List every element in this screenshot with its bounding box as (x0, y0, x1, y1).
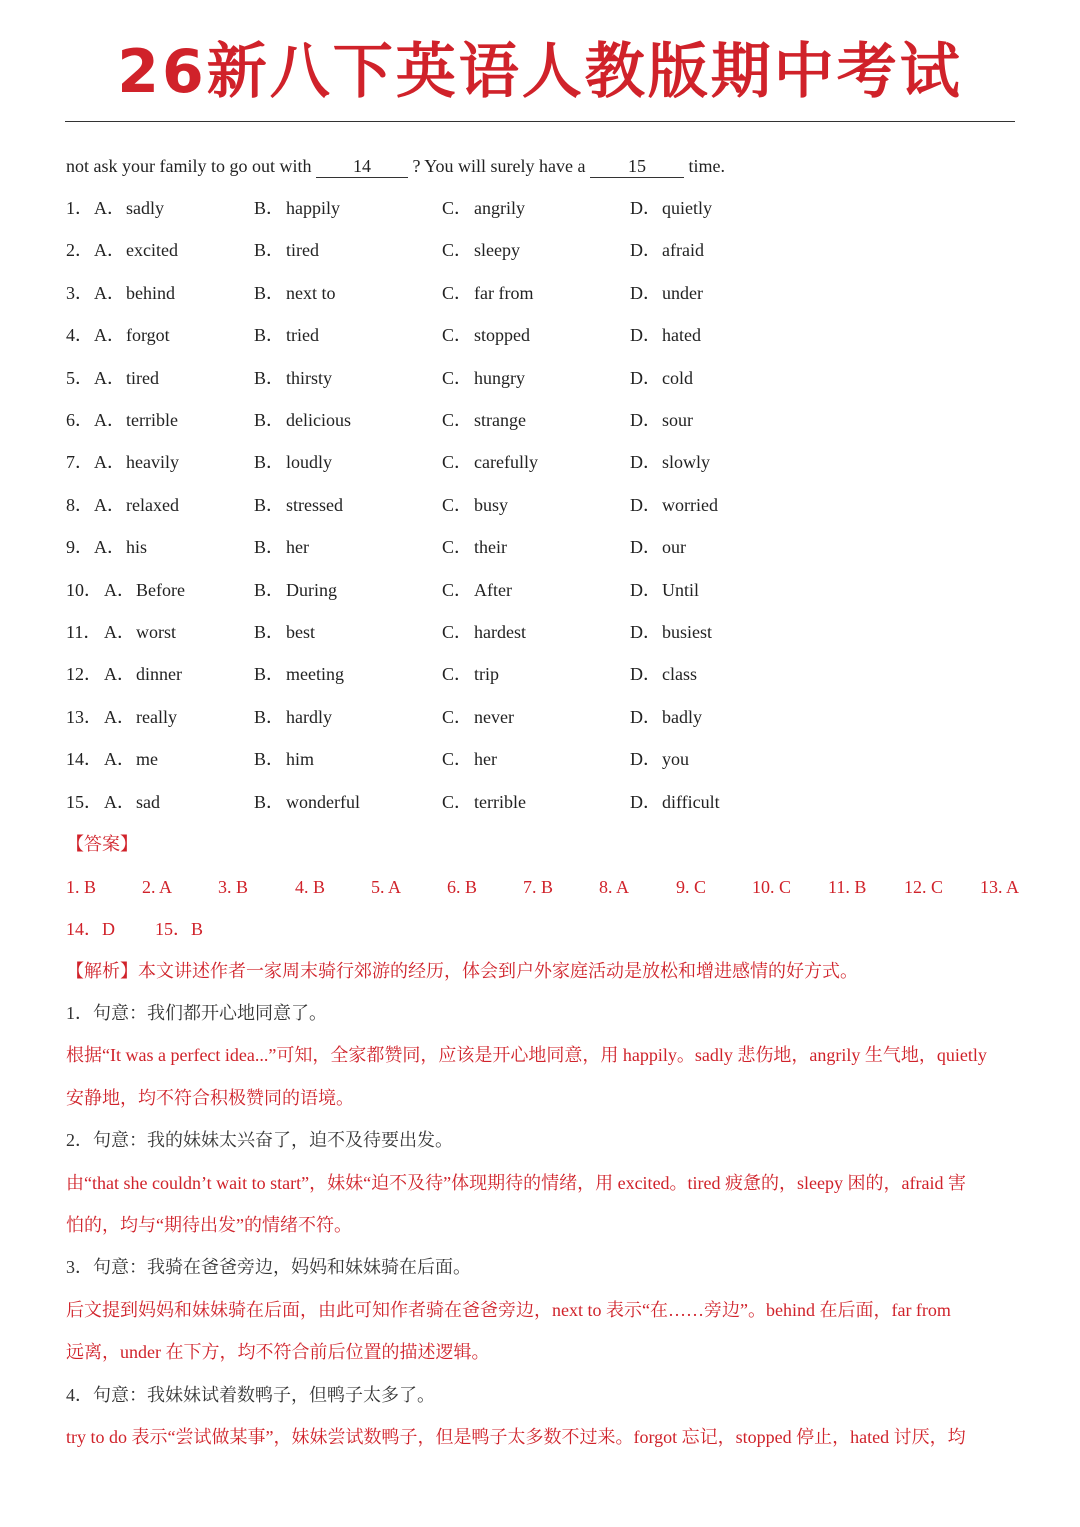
option-letter: B． (254, 791, 285, 812)
answer-item: 10. C (752, 877, 792, 897)
option-a (94, 278, 175, 308)
option-letter: B． (254, 664, 285, 685)
option-letter: D． (630, 240, 661, 261)
option-text: badly (662, 706, 702, 727)
answer-item: 2. A (142, 877, 173, 897)
option-text: next to (286, 282, 336, 303)
option-letter: B． (254, 494, 285, 515)
question-row (66, 575, 1016, 605)
option-d (630, 447, 711, 477)
question-number: 1． (66, 198, 93, 218)
option-text: tried (286, 325, 319, 346)
explanation-heading: 1．句意：我们都开心地同意了。 (66, 1003, 327, 1023)
option-text: her (474, 749, 497, 770)
explanation-line: try to do 表示“尝试做某事”，妹妹尝试数鸭子，但是鸭子太多数不过来。forgot 忘记，stopped 停止，hated 讨厌，均 (66, 1427, 966, 1447)
option-text: happily (286, 198, 340, 218)
option-letter: B． (254, 367, 285, 388)
option-text: After (474, 579, 512, 600)
analysis-summary: 【解析】本文讲述作者一家周末骑行郊游的经历，体会到户外家庭活动是放松和增进感情的好方式。 (66, 961, 858, 981)
answer-heading: 【答案】 (66, 834, 138, 854)
answer-row-1 (66, 872, 1020, 902)
option-text: her (286, 537, 309, 558)
question-number: 5． (66, 367, 93, 388)
option-b (254, 490, 343, 520)
question-row (66, 787, 1016, 817)
option-letter: B． (254, 622, 285, 642)
option-d (630, 320, 701, 350)
option-letter: D． (630, 325, 661, 346)
option-c (442, 363, 525, 393)
option-text: worst (136, 622, 176, 642)
option-a (94, 405, 178, 435)
option-letter: C． (442, 579, 473, 600)
option-text: trip (474, 664, 499, 685)
option-a (94, 193, 164, 223)
option-text: hated (662, 325, 701, 346)
option-text: hungry (474, 367, 525, 388)
option-letter: C． (442, 622, 473, 642)
option-text: thirsty (286, 367, 333, 388)
option-letter: C． (442, 240, 473, 261)
question-number: 7． (66, 452, 93, 473)
option-letter: C． (442, 664, 473, 685)
option-text: relaxed (126, 494, 179, 515)
option-a (94, 235, 178, 265)
option-letter: B． (254, 282, 285, 303)
option-letter: A． (104, 749, 135, 770)
option-b (254, 193, 340, 223)
option-b (254, 278, 336, 308)
option-text: best (286, 622, 315, 642)
option-text: difficult (662, 791, 720, 812)
option-letter: C． (442, 198, 473, 218)
option-c (442, 405, 526, 435)
option-text: never (474, 706, 514, 727)
option-text: strange (474, 410, 526, 430)
option-text: meeting (286, 664, 344, 685)
option-a (104, 617, 176, 647)
option-text: busiest (662, 622, 713, 642)
question-number: 9． (66, 537, 93, 558)
option-text: under (662, 282, 703, 303)
option-a (94, 532, 148, 562)
option-d (630, 659, 697, 689)
option-text: During (286, 579, 337, 600)
option-letter: B． (254, 452, 285, 473)
option-text: their (474, 537, 507, 558)
option-text: cold (662, 367, 693, 388)
option-letter: A． (104, 622, 135, 642)
option-c (442, 320, 530, 350)
option-c (442, 490, 509, 520)
option-letter: D． (630, 537, 661, 558)
option-text: delicious (286, 410, 351, 430)
option-b (254, 447, 333, 477)
option-letter: D． (630, 198, 661, 218)
option-d (630, 787, 720, 817)
question-number: 15． (66, 791, 102, 812)
option-letter: C． (442, 282, 473, 303)
option-d (630, 278, 703, 308)
explanation-heading: 3．句意：我骑在爸爸旁边，妈妈和妹妹骑在后面。 (66, 1257, 471, 1278)
question-number: 2． (66, 240, 93, 261)
question-row (66, 532, 1016, 562)
option-letter: C． (442, 791, 473, 812)
answer-row-2 (66, 914, 1016, 944)
option-a (104, 659, 182, 689)
option-d (630, 744, 689, 774)
option-letter: B． (254, 537, 285, 558)
option-text: hardly (286, 706, 332, 727)
option-text: slowly (662, 452, 711, 473)
explanation-line: 根据“It was a perfect idea...”可知，全家都赞同，应该是开心地同意，用 happily。sadly 悲伤地，angrily 生气地，quietly (66, 1045, 987, 1066)
option-a (104, 787, 160, 817)
option-c (442, 278, 534, 308)
option-text: terrible (474, 791, 526, 812)
option-c (442, 235, 520, 265)
option-letter: A． (94, 410, 125, 430)
question-number: 3． (66, 282, 93, 303)
option-text: wonderful (286, 791, 360, 812)
option-c (442, 659, 499, 689)
option-c (442, 575, 512, 605)
option-letter: D． (630, 749, 661, 770)
question-number: 14． (66, 749, 102, 770)
option-letter: D． (630, 410, 661, 430)
option-letter: D． (630, 452, 661, 473)
option-letter: A． (94, 537, 125, 558)
option-letter: D． (630, 494, 661, 515)
option-text: stopped (474, 325, 530, 346)
option-d (630, 490, 718, 520)
question-number: 8． (66, 494, 93, 515)
option-text: really (136, 706, 177, 727)
question-row (66, 235, 1016, 265)
option-letter: A． (94, 325, 125, 346)
option-text: tired (126, 367, 159, 388)
explanation-line: 由“that she couldn’t wait to start”，妹妹“迫不及待”体现期待的情绪，用 excited。tired 疲惫的，sleepy 困的，afraid 害 (66, 1172, 966, 1193)
intro-text-middle: ? You will surely have a (412, 156, 590, 176)
option-c (442, 193, 525, 223)
option-c (442, 447, 538, 477)
option-letter: D． (630, 791, 661, 812)
option-d (630, 235, 704, 265)
option-b (254, 575, 337, 605)
option-letter: D． (630, 664, 661, 685)
question-row (66, 193, 1016, 223)
answer-item: 6. B (447, 877, 478, 897)
answer-item: 7. B (523, 877, 554, 897)
option-text: his (126, 537, 148, 558)
option-text: class (662, 664, 697, 685)
answer-item: 1. B (66, 877, 97, 897)
option-d (630, 532, 686, 562)
option-letter: B． (254, 325, 285, 346)
option-text: behind (126, 282, 175, 303)
option-text: loudly (286, 452, 333, 473)
option-text: Until (662, 579, 700, 600)
option-text: terrible (126, 410, 178, 430)
question-number: 10． (66, 579, 102, 600)
page-title: 26新八下英语人教版期中考试 (117, 37, 963, 107)
option-b (254, 787, 360, 817)
option-letter: C． (442, 749, 473, 770)
intro-text-before: not ask your family to go out with (66, 156, 316, 176)
option-letter: A． (94, 494, 125, 515)
option-c (442, 617, 526, 647)
blank-15: 15 (590, 155, 684, 178)
option-letter: A． (94, 198, 125, 218)
option-letter: A． (104, 664, 135, 685)
option-b (254, 363, 333, 393)
answer-item: 14．D (66, 919, 115, 939)
answer-item: 4. B (295, 877, 326, 897)
option-text: tired (286, 240, 319, 261)
option-d (630, 405, 693, 435)
option-text: dinner (136, 664, 182, 685)
answer-item: 5. A (371, 877, 402, 897)
option-letter: C． (442, 706, 473, 727)
answer-item: 9. C (676, 877, 707, 897)
option-text: Before (136, 579, 185, 600)
option-a (104, 702, 177, 732)
option-text: far from (474, 282, 534, 303)
option-letter: B． (254, 706, 285, 727)
option-d (630, 617, 713, 647)
option-letter: B． (254, 240, 285, 261)
explanation-heading: 4．句意：我妹妹试着数鸭子，但鸭子太多了。 (66, 1384, 435, 1405)
option-text: me (136, 749, 158, 770)
question-row (66, 744, 1016, 774)
option-text: sadly (126, 198, 164, 218)
question-row (66, 447, 1016, 477)
explanation-line: 远离，under 在下方，均不符合前后位置的描述逻辑。 (66, 1342, 490, 1363)
option-letter: D． (630, 622, 661, 642)
option-letter: D． (630, 579, 661, 600)
option-c (442, 702, 514, 732)
question-number: 6． (66, 410, 93, 430)
option-letter: D． (630, 282, 661, 303)
option-b (254, 659, 344, 689)
blank-14: 14 (316, 155, 408, 178)
option-b (254, 744, 315, 774)
option-b (254, 532, 309, 562)
answer-item: 13. A (980, 877, 1020, 897)
option-text: sleepy (474, 240, 520, 261)
option-a (94, 320, 170, 350)
answer-item: 8. A (599, 877, 630, 897)
option-text: excited (126, 240, 178, 261)
title-divider (65, 121, 1015, 122)
option-b (254, 405, 351, 435)
option-text: hardest (474, 622, 526, 642)
option-letter: B． (254, 749, 285, 770)
question-number: 4． (66, 325, 93, 346)
option-letter: C． (442, 325, 473, 346)
option-text: our (662, 537, 686, 558)
answer-item: 3. B (218, 877, 249, 897)
question-number: 12． (66, 664, 102, 685)
option-letter: A． (104, 706, 135, 727)
answer-item: 11. B (828, 877, 867, 897)
option-letter: C． (442, 537, 473, 558)
option-letter: A． (94, 452, 125, 473)
option-letter: A． (104, 791, 135, 812)
option-letter: C． (442, 410, 473, 430)
intro-text-after: time. (688, 156, 725, 176)
option-text: heavily (126, 452, 179, 473)
question-row (66, 490, 1016, 520)
option-d (630, 193, 712, 223)
option-letter: B． (254, 198, 285, 218)
option-text: busy (474, 494, 509, 515)
option-b (254, 617, 315, 647)
explanation-heading: 2．句意：我的妹妹太兴奋了，迫不及待要出发。 (66, 1130, 453, 1151)
option-text: him (286, 749, 315, 770)
option-c (442, 787, 526, 817)
question-row (66, 659, 1016, 689)
option-text: forgot (126, 325, 170, 346)
option-b (254, 235, 319, 265)
option-letter: A． (104, 579, 135, 600)
explanation-line: 怕的，均与“期待出发”的情绪不符。 (66, 1215, 352, 1235)
option-a (94, 447, 179, 477)
question-row (66, 702, 1016, 732)
option-text: carefully (474, 452, 538, 473)
explanation-line: 安静地，均不符合积极赞同的语境。 (66, 1087, 354, 1108)
option-letter: A． (94, 367, 125, 388)
option-c (442, 532, 507, 562)
answer-item: 12. C (904, 877, 944, 897)
option-text: sad (136, 791, 160, 812)
question-row (66, 278, 1016, 308)
option-letter: B． (254, 579, 285, 600)
option-text: afraid (662, 240, 704, 261)
question-number: 13． (66, 706, 102, 727)
option-d (630, 702, 702, 732)
option-b (254, 320, 319, 350)
question-row (66, 405, 1016, 435)
passage-tail (66, 152, 1016, 180)
option-d (630, 575, 700, 605)
option-a (104, 744, 158, 774)
option-text: stressed (286, 494, 343, 515)
option-text: angrily (474, 198, 525, 218)
question-row (66, 617, 1016, 647)
question-row (66, 320, 1016, 350)
option-c (442, 744, 497, 774)
option-letter: C． (442, 494, 473, 515)
option-letter: C． (442, 452, 473, 473)
option-letter: B． (254, 410, 285, 430)
option-letter: A． (94, 282, 125, 303)
option-letter: A． (94, 240, 125, 261)
option-a (104, 575, 185, 605)
option-a (94, 490, 179, 520)
option-d (630, 363, 693, 393)
option-letter: D． (630, 367, 661, 388)
question-number: 11． (66, 622, 102, 642)
option-b (254, 702, 332, 732)
option-text: quietly (662, 198, 712, 218)
option-text: sour (662, 410, 693, 430)
option-text: worried (662, 494, 718, 515)
explanation-line: 后文提到妈妈和妹妹骑在后面，由此可知作者骑在爸爸旁边，next to 表示“在……旁边”。behind 在后面，far from (66, 1299, 951, 1320)
option-text: you (662, 749, 689, 770)
option-a (94, 363, 159, 393)
option-letter: D． (630, 706, 661, 727)
option-letter: C． (442, 367, 473, 388)
question-row (66, 363, 1016, 393)
answer-item: 15．B (155, 919, 204, 939)
